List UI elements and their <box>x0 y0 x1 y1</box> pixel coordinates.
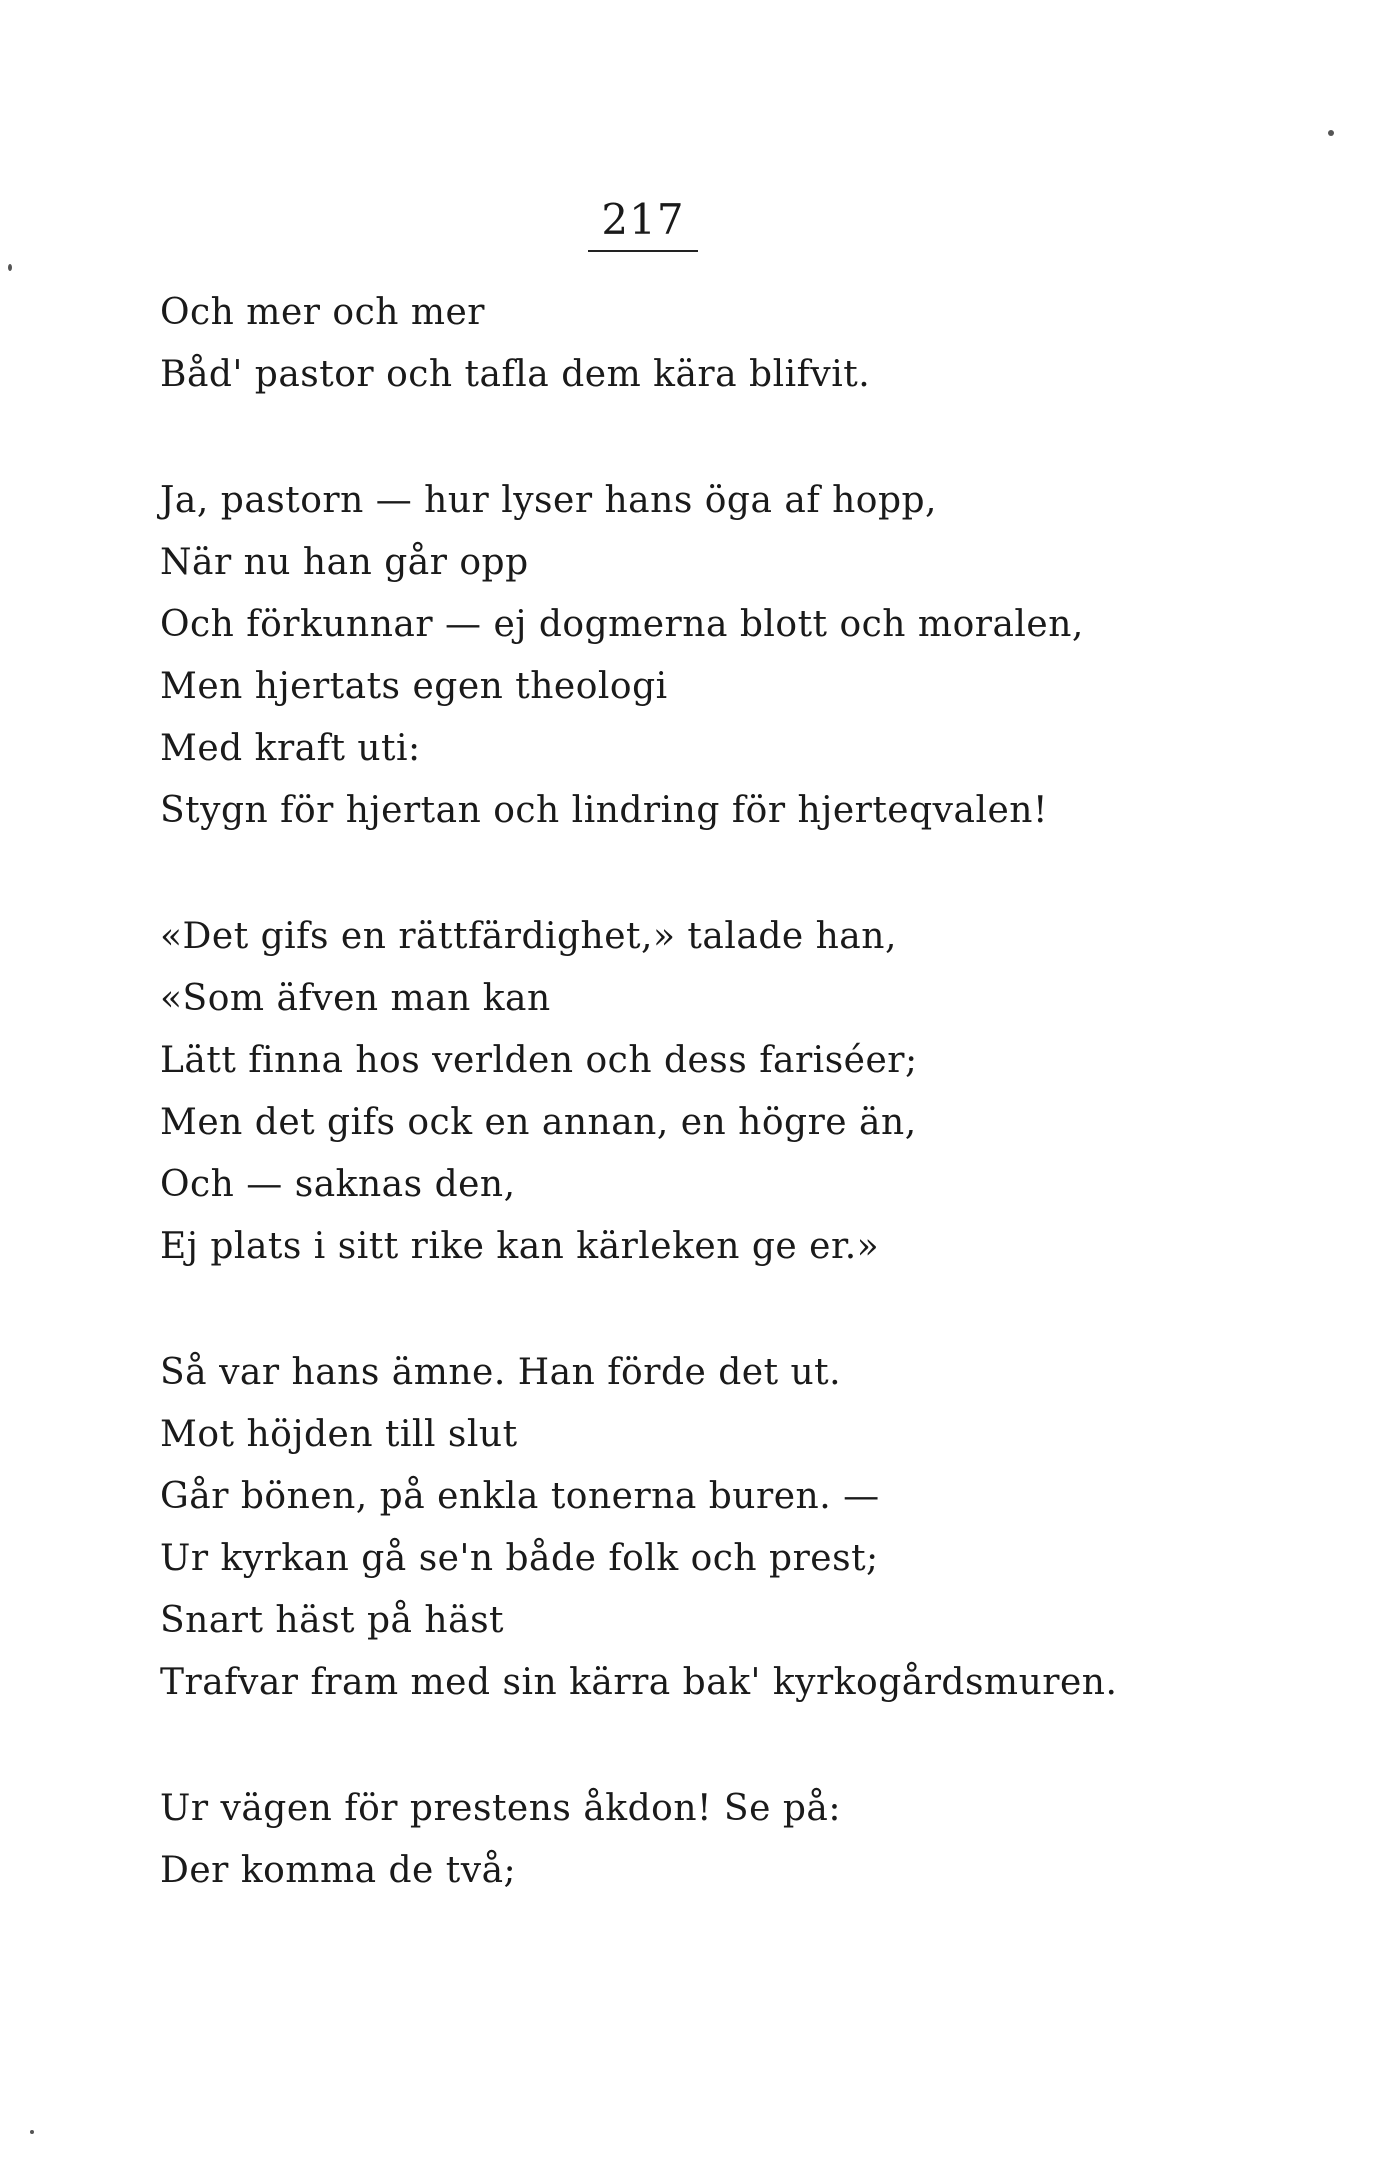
poem-line: Mot höjden till slut <box>160 1414 518 1455</box>
page-number-rule <box>588 250 698 252</box>
scan-speck <box>1328 130 1334 136</box>
poem-line: Och förkunnar — ej dogmerna blott och moralen, <box>160 604 1084 645</box>
poem-line: Och — saknas den, <box>160 1164 516 1205</box>
stanza-3 <box>160 906 1340 1278</box>
scan-speck <box>30 2130 34 2134</box>
poem-line: Båd' pastor och tafla dem kära blifvit. <box>160 354 871 395</box>
poem-line: Stygn för hjertan och lindring för hjerteqvalen! <box>160 790 1048 831</box>
scan-speck <box>8 264 12 271</box>
poem-text <box>160 282 1340 1966</box>
stanza-5 <box>160 1778 1340 1902</box>
poem-line: «Det gifs en rättfärdighet,» talade han, <box>160 916 897 957</box>
poem-line: Ur kyrkan gå se'n både folk och prest; <box>160 1538 879 1579</box>
poem-line: Går bönen, på enkla tonerna buren. — <box>160 1476 880 1517</box>
stanza-4 <box>160 1342 1340 1714</box>
stanza-2 <box>160 470 1340 842</box>
poem-line: Men det gifs ock en annan, en högre än, <box>160 1102 917 1143</box>
poem-line: Lätt finna hos verlden och dess fariséer; <box>160 1040 918 1081</box>
poem-line: Der komma de två; <box>160 1850 517 1891</box>
poem-line: «Som äfven man kan <box>160 978 551 1019</box>
poem-line: Så var hans ämne. Han förde det ut. <box>160 1352 842 1393</box>
poem-line: När nu han går opp <box>160 542 529 583</box>
poem-line: Men hjertats egen theologi <box>160 666 668 707</box>
stanza-1 <box>160 282 1340 406</box>
page-number: 217 <box>601 195 685 244</box>
poem-line: Ja, pastorn — hur lyser hans öga af hopp, <box>160 480 937 521</box>
poem-line: Med kraft uti: <box>160 728 421 769</box>
poem-line: Ej plats i sitt rike kan kärleken ge er.» <box>160 1226 880 1267</box>
poem-line: Snart häst på häst <box>160 1600 505 1641</box>
poem-line: Och mer och mer <box>160 292 486 333</box>
poem-line: Ur vägen för prestens åkdon! Se på: <box>160 1788 841 1829</box>
poem-line: Trafvar fram med sin kärra bak' kyrkogårdsmuren. <box>160 1662 1118 1703</box>
